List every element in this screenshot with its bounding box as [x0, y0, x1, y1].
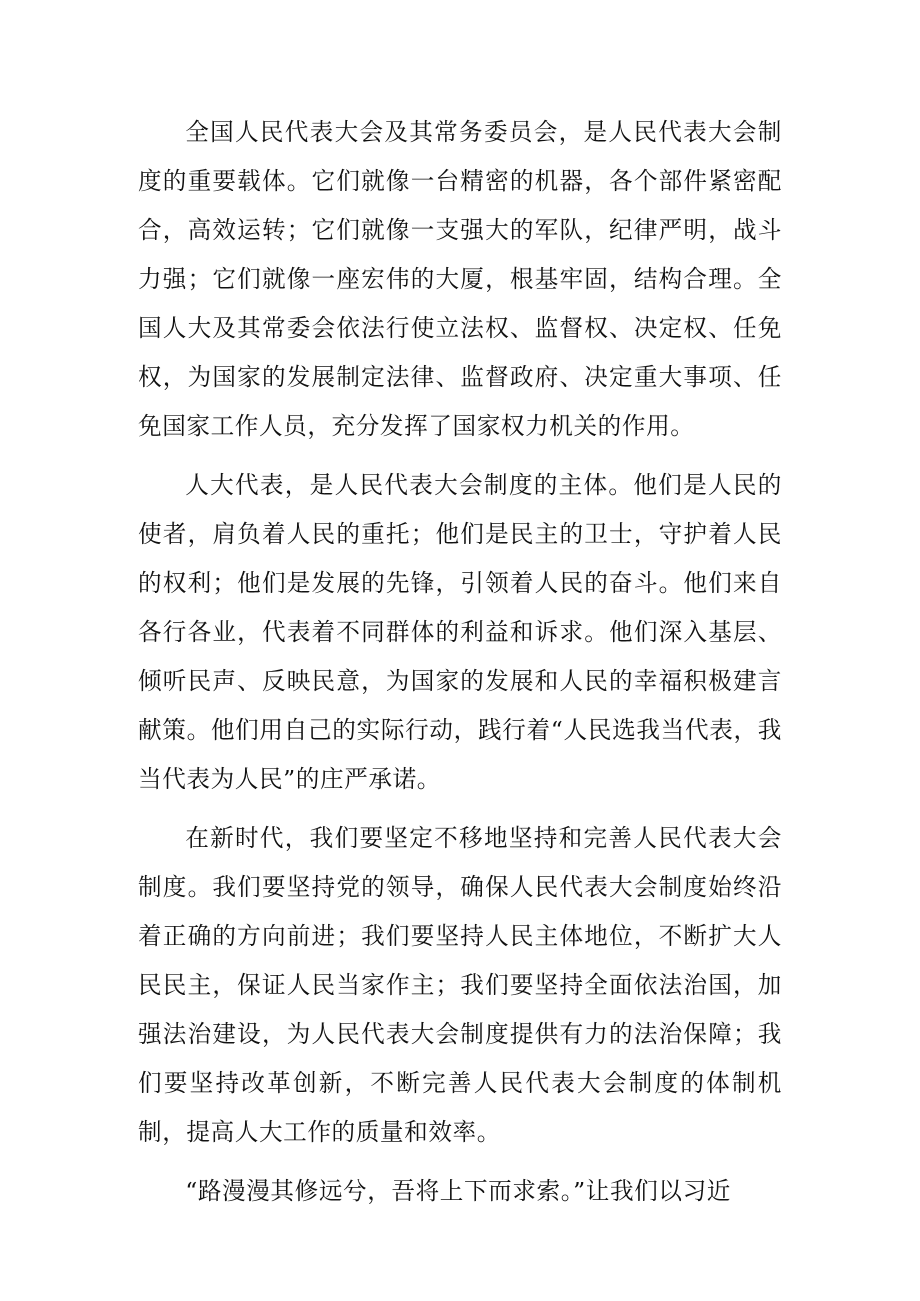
- paragraph-quote: “路漫漫其修远兮，吾将上下而求索。”让我们以习近: [185, 1177, 731, 1205]
- paragraph-npc-standing-committee: 全国人民代表大会及其常务委员会，是人民代表大会制度的重要载体。它们就像一台精密的机器，各个部件紧密配合，高效运转；它们就像一支强大的军队，纪律严明，战斗力强；它们就像一座宏伟的大厦，根基牢固，结构合理。全国人大及其常委会依法行使立法权、监督权、决定权、任免权，为国家的发展制定法律、监督政府、决定重大事项、任免国家工作人员，充分发挥了国家权力机关的作用。: [138, 118, 782, 440]
- paragraph-npc-deputies: 人大代表，是人民代表大会制度的主体。他们是人民的使者，肩负着人民的重托；他们是民主的卫士，守护着人民的权利；他们是发展的先锋，引领着人民的奋斗。他们来自各行各业，代表着不同群体的利益和诉求。他们深入基层、倾听民声、反映民意，为国家的发展和人民的幸福积极建言献策。他们用自己的实际行动，践行着“人民选我当代表，我当代表为人民”的庄严承诺。: [138, 471, 782, 793]
- document-body: [138, 108, 782, 1216]
- paragraph-new-era: 在新时代，我们要坚定不移地坚持和完善人民代表大会制度。我们要坚持党的领导，确保人民代表大会制度始终沿着正确的方向前进；我们要坚持人民主体地位，不断扩大人民民主，保证人民当家作主；我们要坚持全面依法治国，加强法治建设，为人民代表大会制度提供有力的法治保障；我们要坚持改革创新，不断完善人民代表大会制度的体制机制，提高人大工作的质量和效率。: [138, 824, 782, 1146]
